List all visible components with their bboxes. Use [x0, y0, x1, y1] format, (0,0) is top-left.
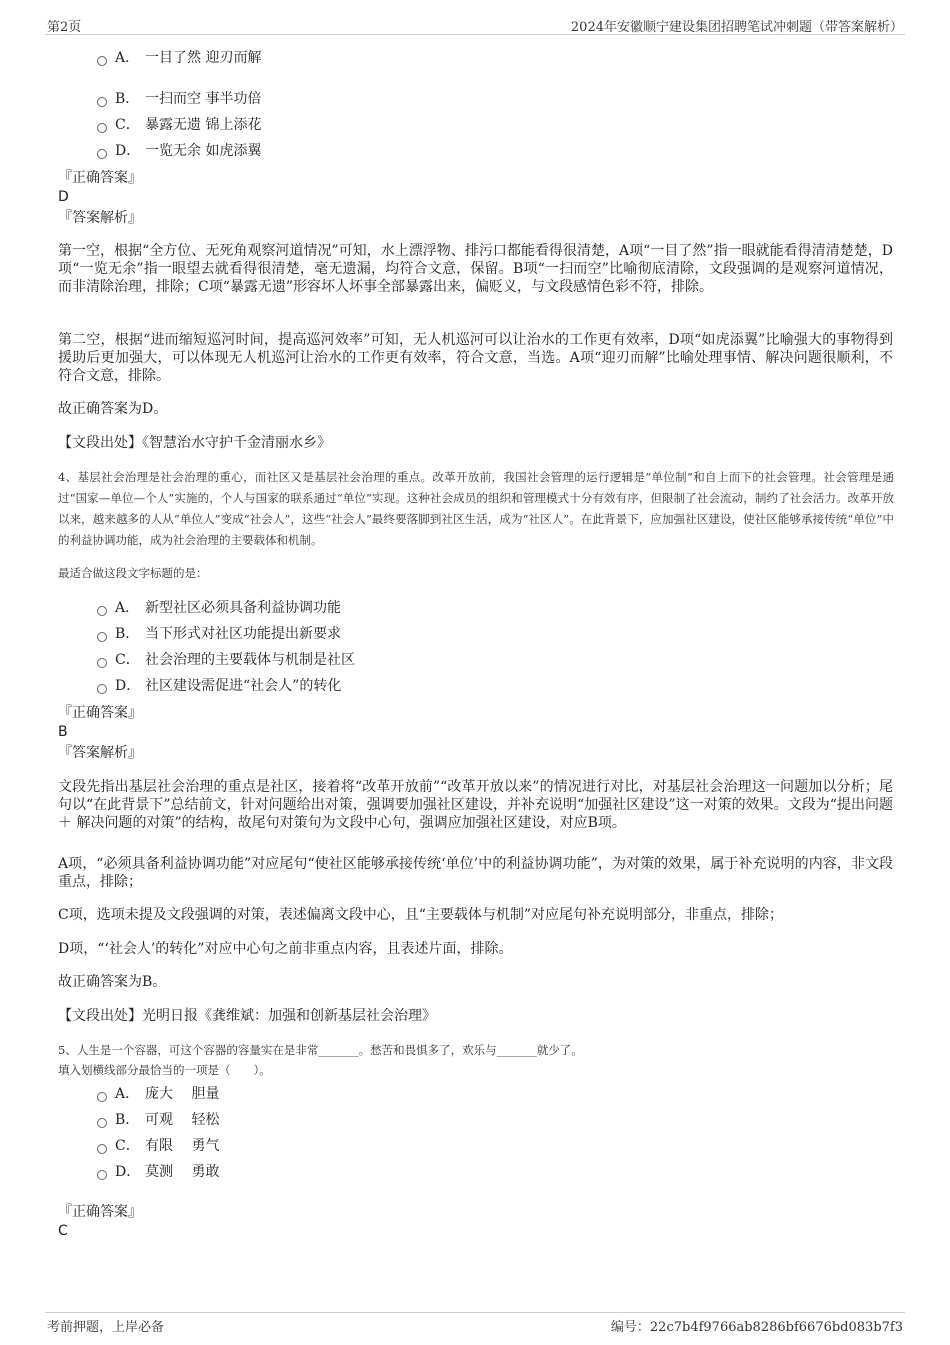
q5-option-b[interactable]: B． 可观 轻松	[97, 1110, 219, 1130]
radio-icon[interactable]	[97, 1092, 107, 1102]
q3-analysis-paragraph: 第二空，根据“进而缩短巡河时间，提高巡河效率”可知，无人机巡河可以让治水的工作更有效率，D项“如虎添翼”比喻强大的事物得到援助后更加强大，可以体现无人机巡河让治水的工作更有效率，符合文意，当选。A项“迎刃而解”比喻处理事情、解决问题很顺利，不符合文意，排除。	[58, 332, 893, 384]
radio-icon[interactable]	[97, 123, 107, 133]
page-header	[45, 14, 905, 35]
q3-source: 【文段出处】《智慧治水守护千金清丽水乡》	[58, 435, 331, 451]
q4-analysis-paragraph: C项，选项未提及文段强调的对策，表述偏离文段中心，且“主要载体与机制”对应尾句补充说明部分，非重点，排除；	[58, 907, 784, 923]
radio-icon[interactable]	[97, 97, 107, 107]
q4-option-a[interactable]: A． 新型社区必须具备利益协调功能	[97, 598, 341, 618]
radio-icon[interactable]	[97, 684, 107, 694]
q3-option-c[interactable]: C． 暴露无遗 锦上添花	[97, 115, 261, 135]
q5-stem: 5、人生是一个容器，可这个容器的容量实在是非常_______。愁苦和畏惧多了，欢乐与_______就少了。	[58, 1043, 583, 1057]
q4-option-d[interactable]: D． 社区建设需促进“社会人”的转化	[97, 676, 341, 696]
q3-answer-label: 『正确答案』	[58, 170, 142, 186]
q3-option-a[interactable]: A． 一目了然 迎刃而解	[97, 48, 261, 68]
q4-analysis-paragraph: D项，“‘社会人’的转化”对应中心句之前非重点内容，且表述片面，排除。	[58, 941, 513, 957]
q4-conclusion: 故正确答案为B。	[58, 974, 167, 990]
q5-option-a[interactable]: A． 庞大 胆量	[97, 1084, 219, 1104]
q4-analysis-paragraph: A项，“必须具备利益协调功能”对应尾句“使社区能够承接传统‘单位’中的利益协调功能”，为对策的效果，属于补充说明的内容，非文段重点，排除；	[58, 856, 893, 890]
q5-prompt: 填入划横线部分最恰当的一项是（ ）。	[58, 1063, 271, 1077]
q3-conclusion: 故正确答案为D。	[58, 401, 168, 417]
q4-answer-label: 『正确答案』	[58, 705, 142, 721]
q4-analysis-paragraph: 文段先指出基层社会治理的重点是社区，接着将“改革开放前”“改革开放以来”的情况进行对比，对基层社会治理这一问题加以分析；尾句以“在此背景下”总结前文，针对问题给出对策，强调要加强社区建设，并补充说明“加强社区建设”这一对策的效果。文段为“提出问题 ＋ 解决问题的对策”的结构，故尾句对策句为文段中心句，强调应加强社区建设，对应B项。	[58, 779, 893, 831]
q3-answer: D	[58, 189, 69, 205]
q5-answer: C	[58, 1223, 68, 1239]
q4-option-b[interactable]: B． 当下形式对社区功能提出新要求	[97, 624, 341, 644]
document-title: 2024年安徽顺宁建设集团招聘笔试冲刺题（带答案解析）	[570, 20, 903, 35]
radio-icon[interactable]	[97, 1118, 107, 1128]
q4-source: 【文段出处】光明日报《龚维斌：加强和创新基层社会治理》	[58, 1008, 436, 1024]
radio-icon[interactable]	[97, 1144, 107, 1154]
page-number: 第2页	[47, 20, 82, 35]
radio-icon[interactable]	[97, 606, 107, 616]
radio-icon[interactable]	[97, 658, 107, 668]
radio-icon[interactable]	[97, 149, 107, 159]
q4-analysis-label: 『答案解析』	[58, 745, 142, 761]
radio-icon[interactable]	[97, 1170, 107, 1180]
q4-option-c[interactable]: C． 社会治理的主要载体与机制是社区	[97, 650, 355, 670]
document-id: 编号：22c7b4f9766ab8286bf6676bd083b7f3	[610, 1320, 903, 1335]
q4-stem: 4、基层社会治理是社会治理的重心，而社区又是基层社会治理的重点。改革开放前，我国社会管理的运行逻辑是“单位制”和自上而下的社会管理。社会管理是通过“国家—单位—个人”实施的，个人与国家的联系通过“单位”实现。这种社会成员的组织和管理模式十分有效有序，但限制了社会流动，制约了社会活力。改革开放以来，越来越多的人从“单位人”变成“社会人”，这些“社会人”最终要落脚到社区生活，成为“社区人”。在此背景下，应加强社区建设，使社区能够承接传统“单位”中的利益协调功能，成为社会治理的主要载体和机制。	[58, 470, 894, 547]
radio-icon[interactable]	[97, 632, 107, 642]
page-footer	[45, 1312, 905, 1333]
q5-answer-label: 『正确答案』	[58, 1204, 142, 1220]
q5-option-c[interactable]: C． 有限 勇气	[97, 1136, 219, 1156]
q3-analysis-label: 『答案解析』	[58, 210, 142, 226]
q3-option-d[interactable]: D． 一览无余 如虎添翼	[97, 141, 261, 161]
q3-analysis-paragraph: 第一空，根据“全方位、无死角观察河道情况”可知，水上漂浮物、排污口都能看得很清楚，A项“一目了然”指一眼就能看得清清楚楚，D项“一览无余”指一眼望去就看得很清楚，毫无遗漏，均符合文意，保留。B项“一扫而空”比喻彻底清除，文段强调的是观察河道情况，而非清除治理，排除；C项“暴露无遗”形容坏人坏事全部暴露出来，偏贬义，与文段感情色彩不符，排除。	[58, 243, 893, 295]
q3-option-b[interactable]: B． 一扫而空 事半功倍	[97, 89, 261, 109]
q4-prompt: 最适合做这段文字标题的是：	[58, 566, 208, 580]
footer-slogan: 考前押题，上岸必备	[47, 1320, 165, 1335]
q4-answer: B	[58, 724, 68, 740]
q5-option-d[interactable]: D． 莫测 勇敢	[97, 1162, 219, 1182]
radio-icon[interactable]	[97, 56, 107, 66]
